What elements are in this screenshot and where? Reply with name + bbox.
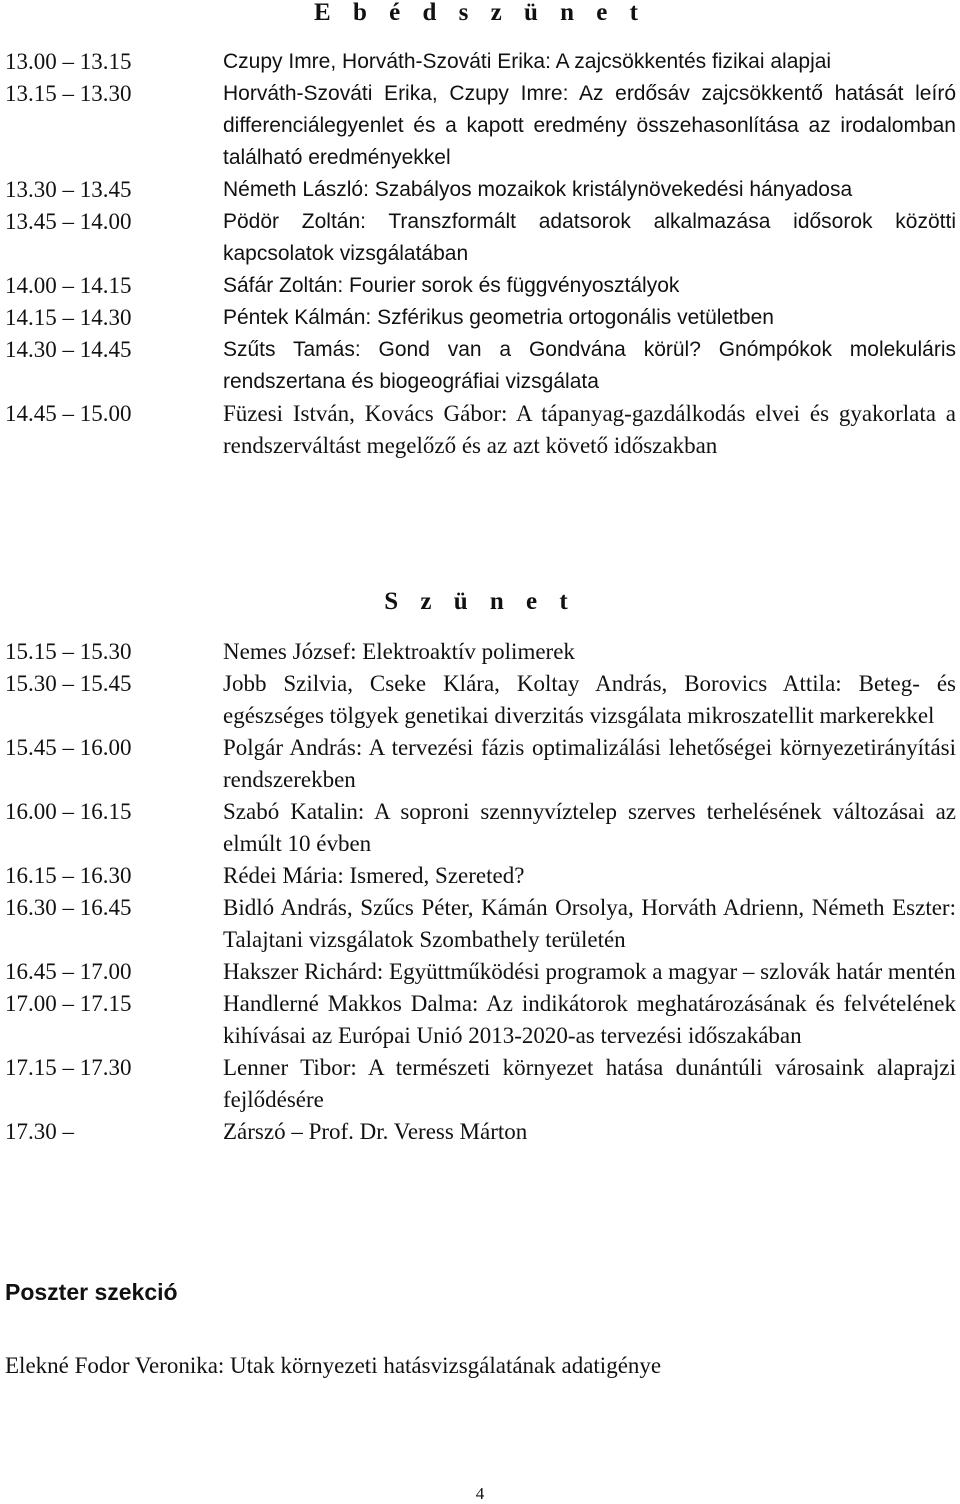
session-time: 15.15 – 15.30: [5, 639, 132, 664]
schedule-row: [0, 732, 960, 796]
session-title: Péntek Kálmán: Szférikus geometria ortogonális vetületben: [223, 306, 774, 329]
session-title: Füzesi István, Kovács Gábor: A tápanyag-gazdálkodás elvei és gyakorlata a rendszerváltást megelőző és az azt követő időszakban: [223, 401, 956, 458]
session-title: Lenner Tibor: A természeti környezet hatása dunántúli városaink alaprajzi fejlődésére: [223, 1055, 956, 1112]
session-title: Handlerné Makkos Dalma: Az indikátorok meghatározásának és felvételének kihívásai az Európai Unió 2013-2020-as tervezési időszakában: [223, 991, 956, 1048]
session-time: 13.30 – 13.45: [5, 177, 132, 202]
schedule-row: [0, 206, 960, 270]
session-time: 16.30 – 16.45: [5, 895, 132, 920]
schedule-row: [0, 1116, 960, 1148]
schedule-list-afternoon-2: [0, 636, 960, 1148]
session-time: 17.30 –: [5, 1119, 74, 1144]
session-title: Rédei Mária: Ismered, Szereted?: [223, 863, 525, 888]
schedule-row: [0, 1052, 960, 1116]
session-time: 16.00 – 16.15: [5, 799, 132, 824]
session-time: 16.15 – 16.30: [5, 863, 132, 888]
session-title: Hakszer Richárd: Együttműködési programok a magyar – szlovák határ mentén: [223, 959, 956, 984]
session-title: Zárszó – Prof. Dr. Veress Márton: [223, 1119, 528, 1144]
session-time: 17.15 – 17.30: [5, 1055, 132, 1080]
session-time: 13.15 – 13.30: [5, 81, 132, 106]
schedule-row: [0, 46, 960, 78]
schedule-row: [0, 334, 960, 398]
break-heading: S z ü n e t: [384, 588, 576, 615]
lunch-break-heading: E b é d s z ü n e t: [314, 0, 646, 26]
session-time: 15.30 – 15.45: [5, 671, 132, 696]
schedule-row: [0, 270, 960, 302]
schedule-list-afternoon-1: [0, 46, 960, 462]
session-title: Szabó Katalin: A soproni szennyvíztelep szerves terhelésének változásai az elmúlt 10 évben: [223, 799, 956, 856]
session-time: 14.15 – 14.30: [5, 305, 132, 330]
poster-section-heading: Poszter szekció: [5, 1279, 178, 1305]
session-time: 16.45 – 17.00: [5, 959, 132, 984]
session-title: Pödör Zoltán: Transzformált adatsorok alkalmazása idősorok közötti kapcsolatok vizsgálatában: [223, 210, 956, 265]
session-title: Polgár András: A tervezési fázis optimalizálási lehetőségei környezetirányítási rendszerekben: [223, 735, 956, 792]
session-time: 14.00 – 14.15: [5, 273, 132, 298]
schedule-row: [0, 302, 960, 334]
session-title: Bidló András, Szűcs Péter, Kámán Orsolya, Horváth Adrienn, Németh Eszter: Talajtani vizsgálatok Szombathely területén: [223, 895, 956, 952]
session-title: Horváth-Szováti Erika, Czupy Imre: Az erdősáv zajcsökkentő hatását leíró differenciálegyenlet és a kapott eredmény összehasonlítása az irodalomban található eredményekkel: [223, 82, 956, 169]
schedule-row: [0, 174, 960, 206]
session-time: 13.00 – 13.15: [5, 49, 132, 74]
schedule-row: [0, 636, 960, 668]
schedule-row: [0, 78, 960, 174]
poster-item: Elekné Fodor Veronika: Utak környezeti hatásvizsgálatának adatigénye: [5, 1353, 662, 1378]
session-time: 14.30 – 14.45: [5, 337, 132, 362]
session-title: Czupy Imre, Horváth-Szováti Erika: A zajcsökkentés fizikai alapjai: [223, 50, 832, 73]
session-title: Németh László: Szabályos mozaikok kristálynövekedési hányadosa: [223, 178, 853, 201]
schedule-row: [0, 398, 960, 462]
session-time: 15.45 – 16.00: [5, 735, 132, 760]
session-time: 17.00 – 17.15: [5, 991, 132, 1016]
session-time: 13.45 – 14.00: [5, 209, 132, 234]
session-title: Jobb Szilvia, Cseke Klára, Koltay András, Borovics Attila: Beteg- és egészséges tölgyek genetikai diverzitás vizsgálata mikroszatellit markerekkel: [223, 671, 956, 728]
schedule-row: [0, 956, 960, 988]
schedule-row: [0, 860, 960, 892]
schedule-row: [0, 892, 960, 956]
schedule-row: [0, 668, 960, 732]
session-title: Nemes József: Elektroaktív polimerek: [223, 639, 575, 664]
session-time: 14.45 – 15.00: [5, 401, 132, 426]
session-title: Sáfár Zoltán: Fourier sorok és függvényosztályok: [223, 274, 680, 297]
schedule-row: [0, 988, 960, 1052]
session-title: Szűts Tamás: Gond van a Gondvána körül? Gnómpókok molekuláris rendszertana és biogeográfiai vizsgálata: [223, 338, 956, 393]
schedule-row: [0, 796, 960, 860]
page-number: 4: [475, 1484, 485, 1503]
